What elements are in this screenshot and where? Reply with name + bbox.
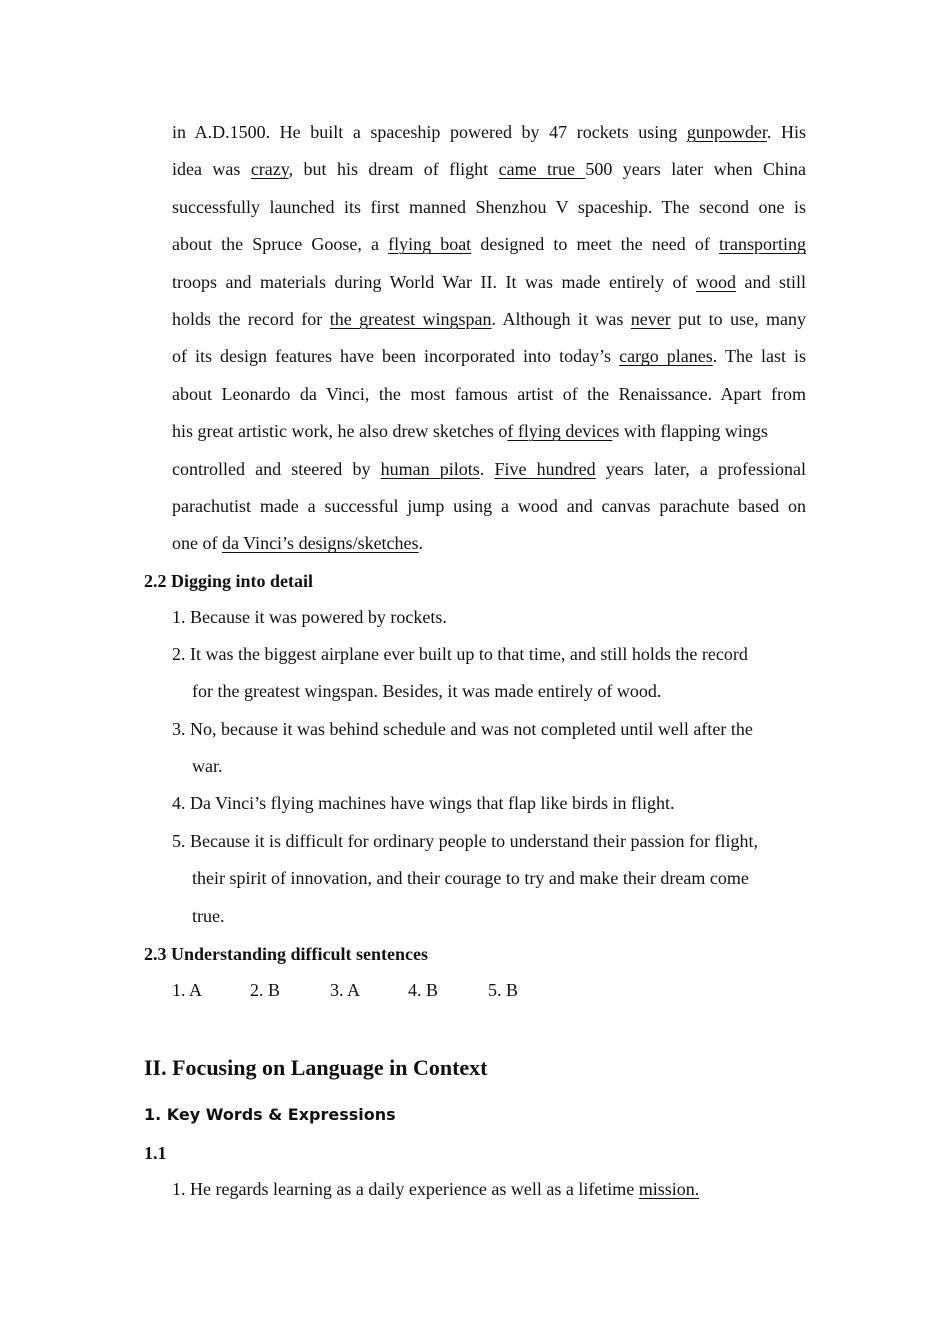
underlined-answer: da Vinci’s designs/sketches <box>221 533 419 554</box>
passage-line: parachutist made a successful jump using a wood and canvas parachute based on <box>172 496 806 517</box>
passage-line: holds the record for the greatest wingspan. Although it was never put to use, many <box>172 309 806 330</box>
underlined-answer: cargo planes <box>619 346 713 367</box>
underlined-answer: flying boat <box>388 234 472 255</box>
underlined-answer: gunpowder <box>686 122 767 142</box>
underlined-answer: transporting <box>719 234 806 255</box>
passage-line: troops and materials during World War II. It was made entirely of wood and still <box>172 271 806 292</box>
answer-item-5 <box>172 823 812 935</box>
answer-text-continued: their spirit of innovation, and their courage to try and make their dream come <box>192 868 749 889</box>
answer-text-continued: for the greatest wingspan. Besides, it was made entirely of wood. <box>192 681 662 702</box>
answer-key-2: 2. B <box>250 980 281 1000</box>
answer-text: 3. No, because it was behind schedule and was not completed until well after the <box>172 719 753 739</box>
passage-paragraph <box>172 114 806 563</box>
passage-line: one of da Vinci’s designs/sketches. <box>172 533 424 554</box>
key-words-heading: 1. Key Words & Expressions <box>144 1105 396 1124</box>
underlined-answer: wood <box>695 271 736 292</box>
answer-key-5: 5. B <box>488 980 519 1000</box>
answer-item-1 <box>172 599 812 636</box>
answer-text: 4. Da Vinci’s flying machines have wings that flap like birds in flight. <box>172 793 675 813</box>
section-heading-2-3: 2.3 Understanding difficult sentences <box>144 944 429 964</box>
part-heading: II. Focusing on Language in Context <box>144 1055 488 1080</box>
underlined-answer: human pilots <box>380 458 480 479</box>
answer-text: 2. It was the biggest airplane ever built up to that time, and still holds the record <box>172 644 748 664</box>
exercise-answer: mission. <box>638 1179 700 1199</box>
underlined-answer: crazy <box>250 159 289 180</box>
answer-key-1: 1. A <box>172 980 203 1000</box>
section-heading-2-2: 2.2 Digging into detail <box>144 571 314 591</box>
passage-line: about Leonardo da Vinci, the most famous artist of the Renaissance. Apart from <box>172 383 806 404</box>
passage-line: controlled and steered by human pilots. Five hundred years later, a professional <box>172 458 807 479</box>
answer-item-2 <box>172 636 812 711</box>
exercise-text: 1. He regards learning as a daily experience as well as a lifetime <box>172 1179 639 1199</box>
exercise-item-1 <box>172 1179 699 1200</box>
answer-key-4: 4. B <box>408 980 439 1000</box>
passage-line: of its design features have been incorporated into today’s cargo planes. The last is <box>172 346 806 367</box>
answer-item-3 <box>172 711 812 786</box>
passage-line: idea was crazy, but his dream of flight came true 500 years later when China <box>172 159 806 180</box>
answer-item-4 <box>172 785 812 822</box>
answer-key-3: 3. A <box>330 980 361 1000</box>
underlined-answer: Five hundred <box>494 458 596 479</box>
underlined-answer: never <box>630 309 671 330</box>
subsection-number: 1.1 <box>144 1143 167 1163</box>
answer-text-continued: war. <box>192 756 223 777</box>
answer-text: 5. Because it is difficult for ordinary people to understand their passion for flight, <box>172 831 759 851</box>
answer-text: 1. Because it was powered by rockets. <box>172 607 447 627</box>
passage-line: successfully launched its first manned Shenzhou V spaceship. The second one is <box>172 196 806 217</box>
answer-key-row <box>172 980 518 1001</box>
passage-line: his great artistic work, he also drew sketches of flying devices with flapping wings <box>172 421 768 442</box>
passage-line: about the Spruce Goose, a flying boat designed to meet the need of transporting <box>172 234 806 255</box>
underlined-answer: came true <box>498 159 586 180</box>
passage-line: in A.D.1500. He built a spaceship powered by 47 rockets using gunpowder. His <box>172 122 806 142</box>
answer-text-continued: true. <box>192 905 225 926</box>
underlined-answer: f flying device <box>507 421 613 442</box>
underlined-answer: the greatest wingspan <box>329 309 492 330</box>
